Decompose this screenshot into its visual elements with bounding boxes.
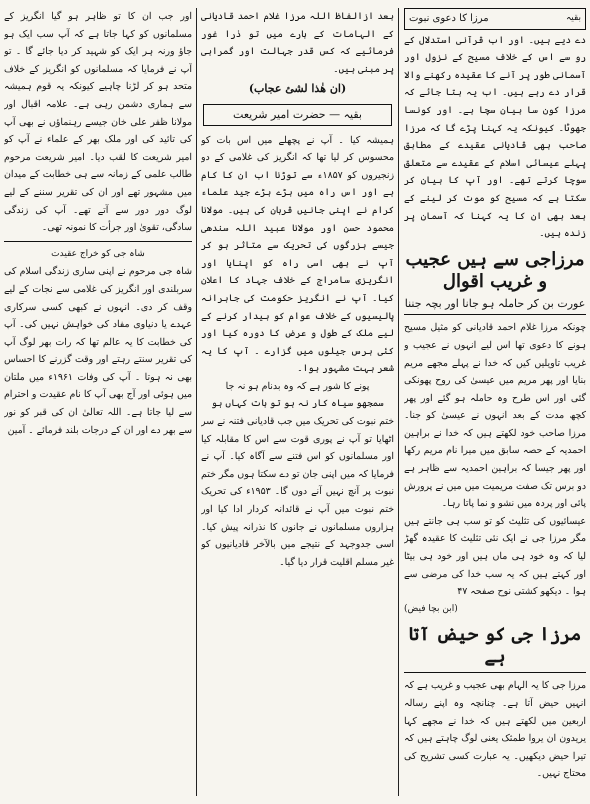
article-paragraph: شاہ جی مرحوم نے اپنی ساری زندگی اسلام کی سربلندی اور انگریز کی غلامی سے نجات کے لیے وقف کر دی۔ انہوں نے کبھی کسی سرکاری عہدے یا دنیاوی مفاد کی خواہش نہیں کی۔ آپ کی خطابت کا یہ عالم تھا کہ رات بھر لوگ آپ کی تقریر سنتے رہتے اور وقت گزرنے کا احساس بھی نہ ہوتا ۔ آپ کی وفات ۱۹۶۱ء میں ملتان میں ہوئی اور آج بھی آپ کا نام عقیدت و احترام سے لیا جاتا ہے۔ اللہ تعالیٰ ان کی قبر کو نور سے بھر دے اور ان کے درجات بلند فرمائے ۔ آمین xyxy=(4,266,192,436)
continuation-header xyxy=(404,8,586,30)
left-column xyxy=(4,8,192,798)
right-column xyxy=(404,8,586,798)
article-paragraph: عیسائیوں کی تثلیث کو تو سب ہی جانتے ہیں مگر مرزا جی نے ایک نئی تثلیث کا عقیدہ گھڑ لیا کہ وہ خود ہی ماں ہیں اور خود ہی بیٹا اور کہتے ہیں کہ یہ سب خدا کی مرضی سے ہوا ۔ دیکھو کشتی نوح صفحہ ۴۷ xyxy=(404,515,586,598)
middle-column xyxy=(201,8,394,798)
article-paragraph: ہمیشہ کیا ۔ آپ نے پچھلے میں اس بات کو محسوس کر لیا تھا کہ انگریز کی غلامی کے دو زنجیروں کو ۱۸۵۷ء سے توڑنا اب ان کا کام ہے اور اس راہ میں بڑے بڑے جید علماء کرام نے اپنی جانیں قربان کی ہیں۔ مولانا محمود حسن اور مولانا عبید اللہ سندھی جیسے بزرگوں کی تحریک سے متاثر ہو کر آپ نے بھی اسی راہ کو اپنایا اور انگریزی سامراج کے خلاف جہاد کا اعلان کیا۔ آپ نے انگریز حکومت کی جابرانہ پالیسیوں کے خلاف عوام کو بیدار کرنے کے لیے ملک کے طول و عرض کا دورہ کیا اور کئی برس جیلوں میں گزارے ۔ آپ کا یہ شعر بہت مشہور ہوا۔ xyxy=(201,134,394,375)
divider xyxy=(4,241,192,242)
column-rule-right xyxy=(398,8,399,796)
poem-line: پونے کا شور ہے کہ وہ بدنام ہو نہ جا xyxy=(225,380,370,392)
article-paragraph: بعد ازالفاظ اللہ مرزا غلام احمد قادیانی کے الہامات کے بارے میں تو ذرا غور فرمائیے کہ کس قدر جہالت اور گمراہی پر مبنی ہیں۔ xyxy=(201,11,394,75)
quranic-quote: (ان هٰذا لشئ عجاب) xyxy=(248,82,347,96)
continuation-tag: بقیہ xyxy=(565,13,581,23)
article-paragraph: مرزا جی کا یہ الہام بھی عجیب و غریب ہے کہ انہیں حیض آتا ہے۔ چنانچہ وہ اپنے رسالہ اربعین میں لکھتے ہیں کہ خدا نے مجھے کہا یریدون ان یروا طمثک یعنی لوگ چاہتے ہیں کہ تیرا حیض دیکھیں۔ یہ عبارت کسی تشریح کی محتاج نہیں۔ xyxy=(404,680,586,780)
article-paragraph: ختم نبوت کی تحریک میں جب قادیانی فتنہ نے سر اٹھایا تو آپ نے پوری قوت سے اس کا مقابلہ کیا اور مسلمانوں کو اس فتنے سے آگاہ کیا۔ آپ نے فرمایا کہ میں اپنی جان تو دے سکتا ہوں مگر ختم نبوت پر آنچ نہیں آنے دوں گا۔ ۱۹۵۳ء کی تحریک ختم نبوت میں آپ نے قائدانہ کردار ادا کیا اور ہزاروں مسلمانوں نے جانوں کا نذرانہ پیش کیا۔ اسی جدوجہد کے نتیجے میں بالآخر قادیانیوں کو غیر مسلم اقلیت قرار دیا گیا۔ xyxy=(201,416,394,568)
article-paragraph: چونکہ مرزا غلام احمد قادیانی کو مثیل مسیح ہونے کا دعوی تھا اس لیے انہوں نے عجیب و غریب تاویلیں کیں کہ خدا نے پہلے مجھے مریم بنایا اور پھر مریم میں عیسیٰ کی روح پھونکی گئی اور اس طرح وہ حاملہ ہو گئے اور پھر کچھ مدت کے بعد انہوں نے عیسیٰ کو جنا۔ مرزا صاحب خود لکھتے ہیں کہ خدا نے براہین احمدیہ کے حصہ سابق میں میرا نام مریم رکھا اور پھر جیسا کہ براہین احمدیہ سے ظاہر ہے دو برس تک صفت مریمیت میں میں نے پرورش پائی اور پردہ میں نشو و نما پاتا رہا۔ xyxy=(404,322,586,510)
article-heading: مرزاجی سے ہیں عجیب و غریب اقوال xyxy=(405,248,585,292)
article-heading: مرزا جی کو حیض آتا ہے xyxy=(408,624,582,668)
author-signature: (ابن بچا فیض) xyxy=(404,603,458,614)
divider xyxy=(404,672,586,673)
continuation-title: مرزا کا دعوی نبوت xyxy=(409,13,489,24)
article-subheading: عورت بن کر حاملہ ہو جانا اور بچہ جننا xyxy=(404,295,586,316)
section-caption: شاہ جی کو خراج عقیدت xyxy=(51,248,145,259)
section-title: بقیہ — حضرت امیر شریعت xyxy=(203,104,392,126)
poem-line: سمجھو سیاہ کار نہ ہو تو بات کہاں ہو xyxy=(211,398,384,410)
column-rule-left xyxy=(196,8,197,796)
article-paragraph: اور جب ان کا تو ظاہر ہو گیا انگریز کے مسلمانوں کو کہا جاتا ہے کہ آپ سب ایک ہو جاؤ ورنہ ہر ایک کو شہید کر دیا جائے گا ۔ تو آپ نے فرمایا کہ مسلمانوں کو انگریز کے خلاف متحد ہو کر لڑنا چاہیے کیونکہ یہ قوم ہمیشہ سے ہماری دشمن رہی ہے۔ علامہ اقبال اور مولانا ظفر علی خان جیسے رہنماؤں نے بھی آپ کی تائید کی اور ملک بھر کے علماء نے آپ کو امیر شریعت کا لقب دیا۔ امیر شریعت مرحوم طالب علمی کے زمانہ سے ہی خطابت کے میدان میں مشہور تھے اور ان کی تقریر سننے کے لیے لوگ دور دور سے آتے تھے۔ آپ کی زندگی سادگی، تقویٰ اور جرأت کا نمونہ تھی۔ xyxy=(4,11,192,234)
article-paragraph: دے دیے ہیں۔ اور اب قرآنی استدلال کے رو سے اس کے خلاف مسیح کے نزول اور آسمانی طور پر آنے کا عقیدہ رکھنے والا قرار دے رہے ہیں۔ اب یہ بتا جائے کہ مرزا کون سا بیان سچا ہے۔ اور کونسا جھوٹا۔ کیونکہ یہ کہنا پڑے گا کہ مرزا صاحب بھی قادیانی عقیدے کے مطابق پہلے عیسائی اسلام کے عقیدے سے متعلق سوچا کرتے تھے۔ اور آپ کا بیان کر سکتا ہے کہ مسیح کو موت کر لینے کے بعد بھی ان کا یہ کہنا کہ آسمان پر زندہ ہیں۔ xyxy=(404,34,586,240)
